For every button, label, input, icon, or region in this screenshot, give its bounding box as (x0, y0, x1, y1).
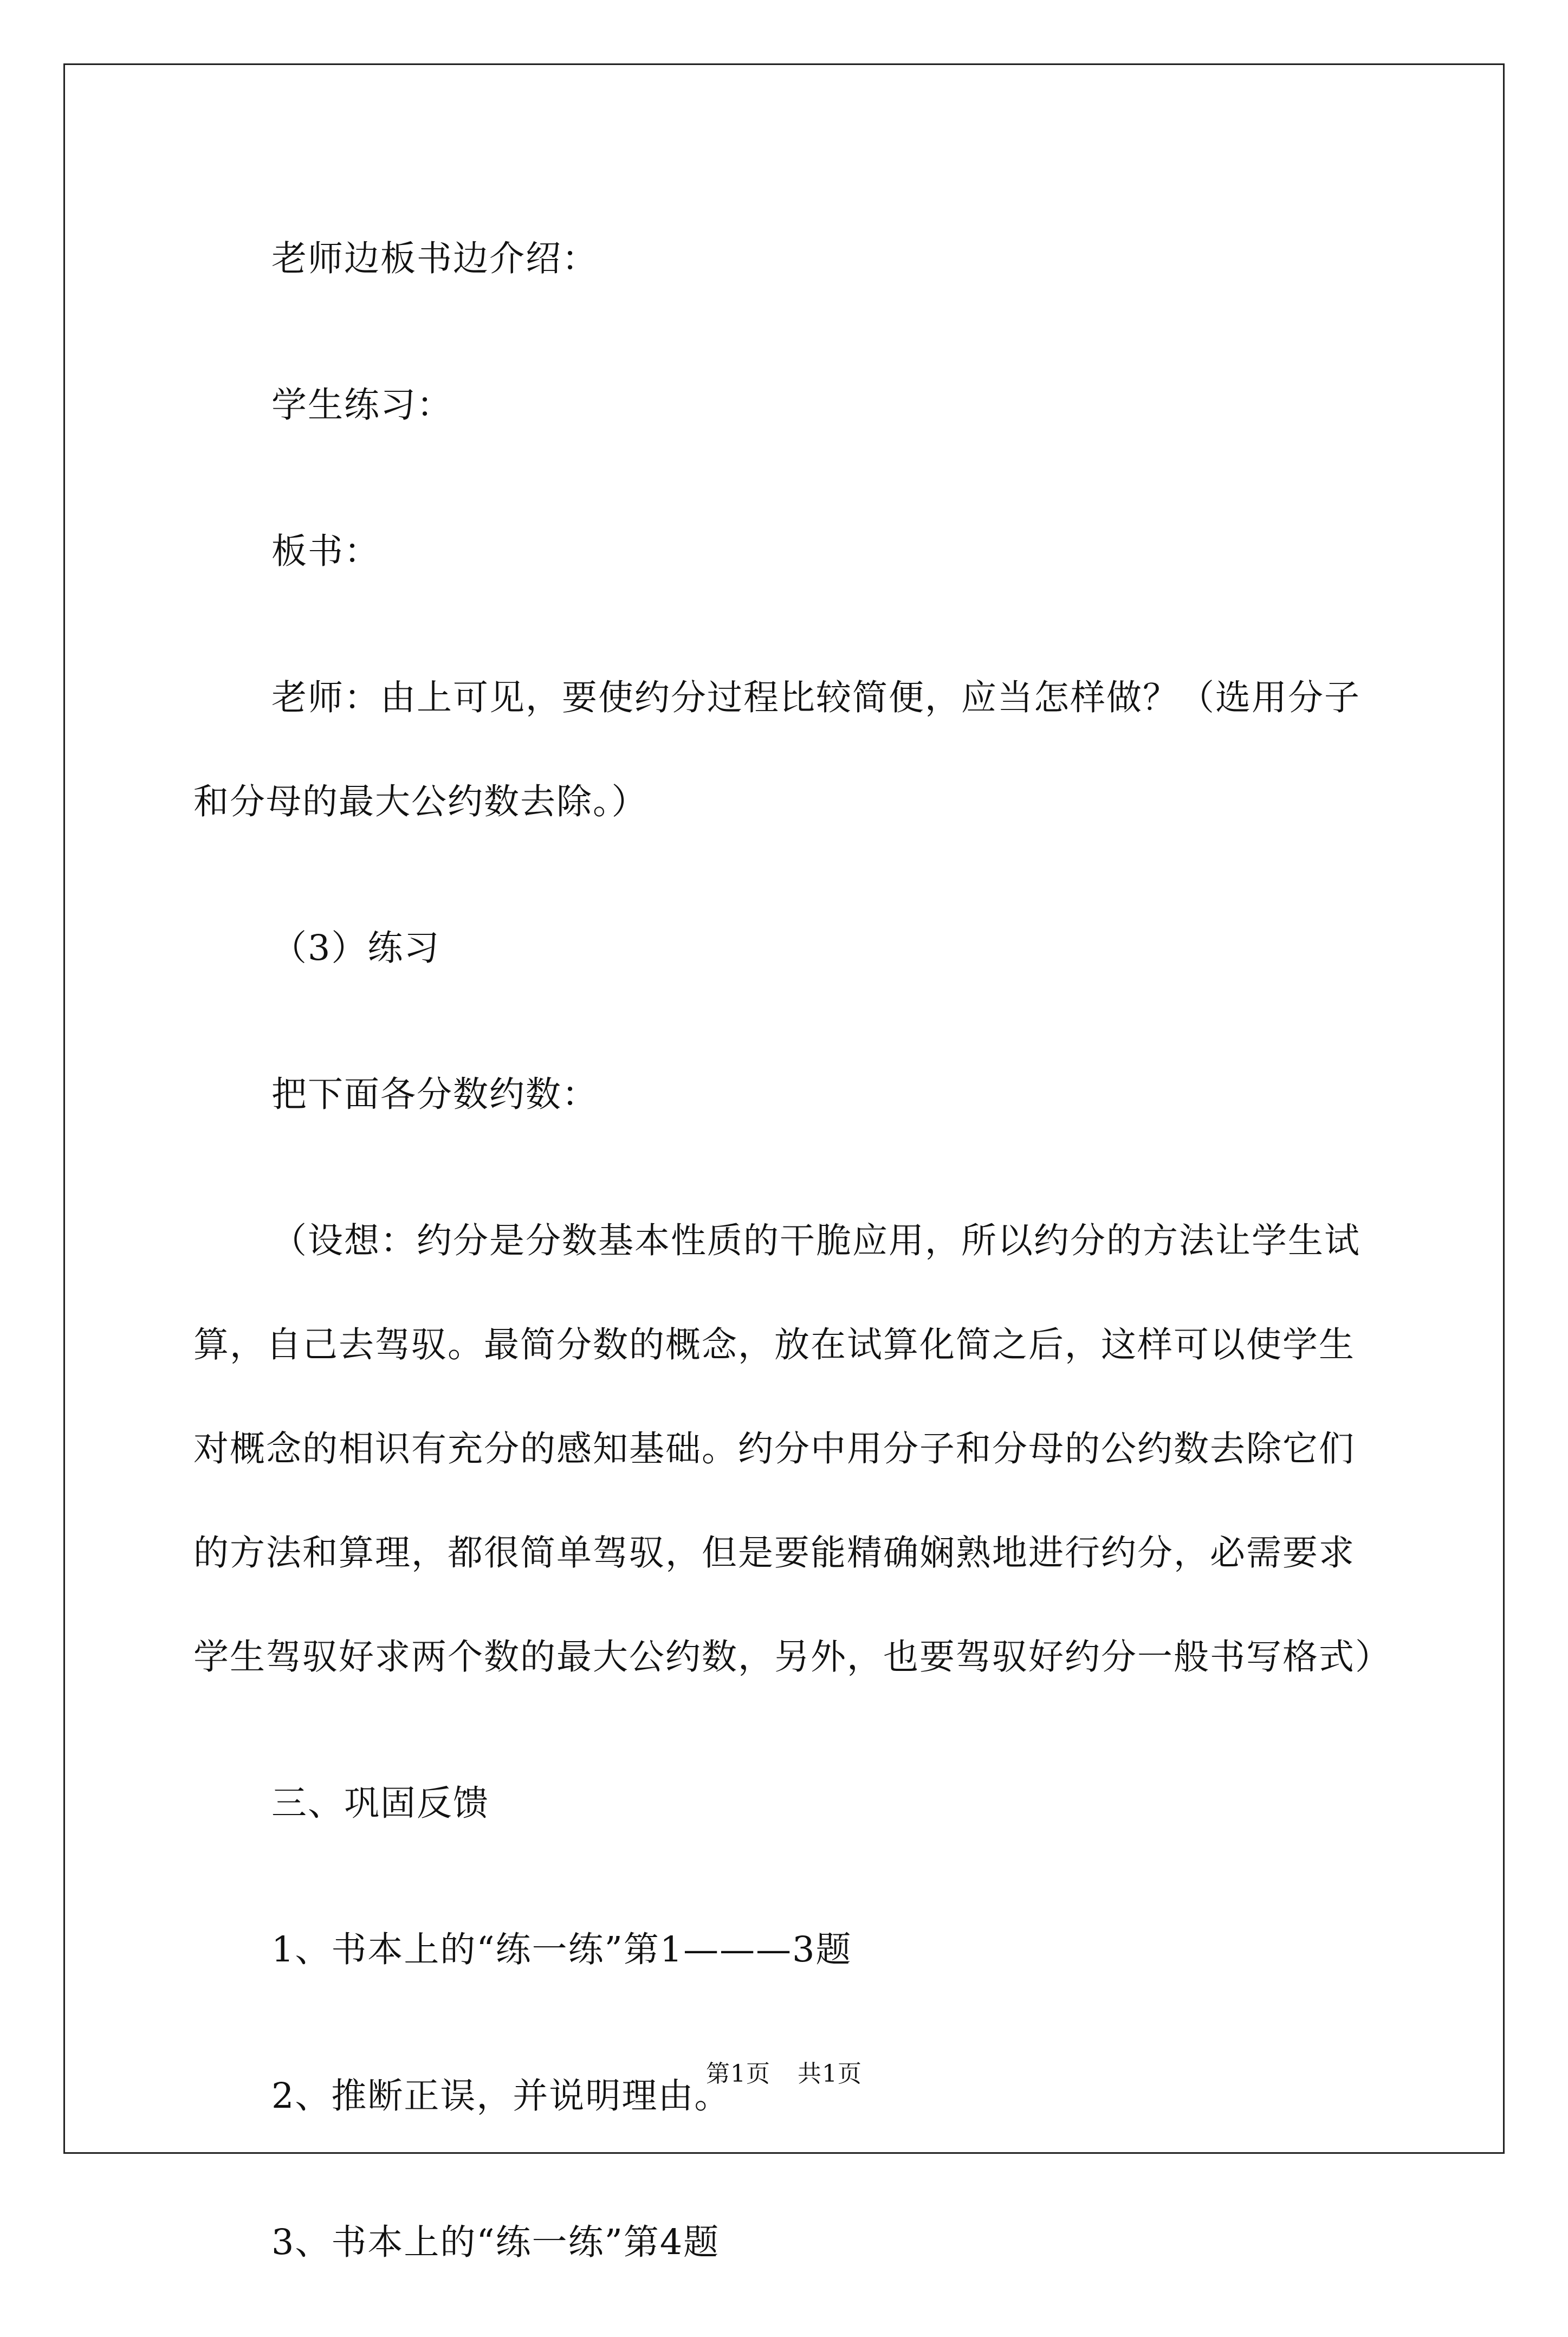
paragraph: 三、巩固反馈 (271, 1783, 490, 1824)
paragraph: 学生练习： (271, 385, 453, 425)
paragraph: （3）练习 (271, 928, 440, 969)
paragraph: 老师：由上可见，要使约分过程比较简便，应当怎样做？（选用分子和分母的最大公约数去除。） (193, 677, 1361, 822)
paragraph: 1、书本上的“练一练”第1———3题 (271, 1929, 852, 1970)
paragraph: 2、推断正误，并说明理由。 (271, 2076, 731, 2116)
paragraph: 板书： (271, 531, 381, 572)
paragraph: 老师边板书边介绍： (271, 238, 599, 279)
page-footer (0, 2054, 1568, 2089)
paragraph: （设想：约分是分数基本性质的干脆应用，所以约分的方法让学生试算，自己去驾驭。最简分数的概念，放在试算化简之后，这样可以使学生对概念的相识有充分的感知基础。约分中用分子和分母的公约数去除它们的方法和算理，都很简单驾驭，但是要能精确娴熟地进行约分，必需要求学生驾驭好求两个数的最大公约数，另外，也要驾驭好约分一般书写格式） (193, 1221, 1392, 1677)
paragraph: 把下面各分数约数： (271, 1074, 599, 1115)
paragraph: 3、书本上的“练一练”第4题 (271, 2222, 720, 2263)
page-total: 共1页 (798, 2060, 862, 2088)
page-number: 第1页 (706, 2060, 770, 2088)
document-body (193, 207, 1392, 2337)
